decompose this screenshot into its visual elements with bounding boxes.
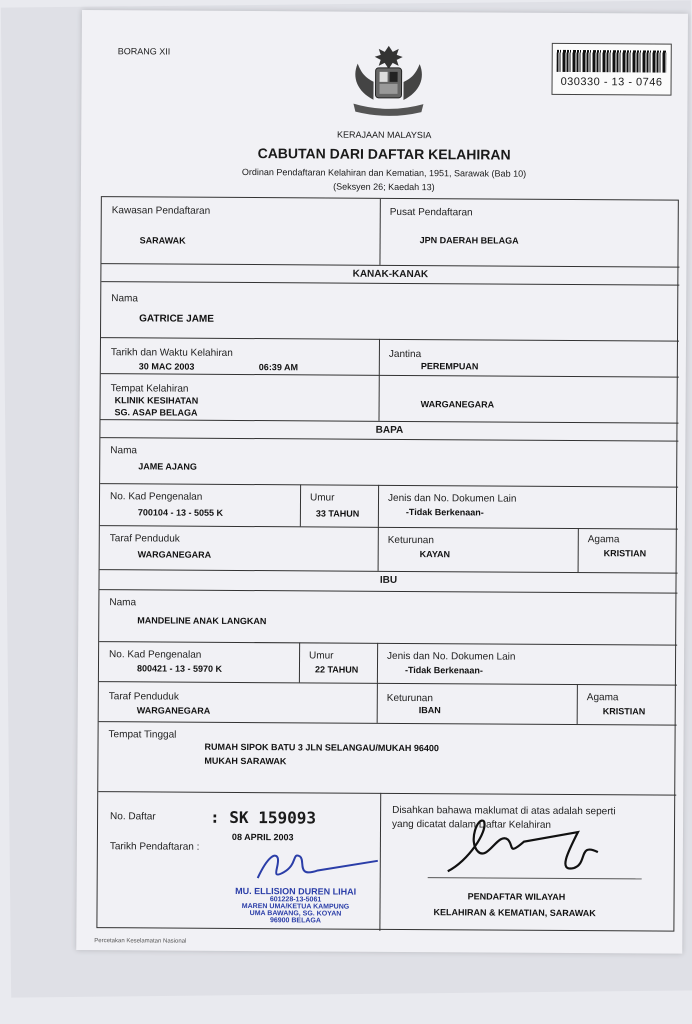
mother-other-doc-label: Jenis dan No. Dokumen Lain — [387, 650, 516, 663]
residence-line-1: RUMAH SIPOK BATU 3 JLN SELANGAU/MUKAH 96400 — [204, 741, 439, 754]
document-title: CABUTAN DARI DAFTAR KELAHIRAN — [257, 145, 511, 163]
stamp-line-4: UMA BAWANG, SG. KOYAN — [249, 910, 342, 918]
section-father: BAPA — [375, 424, 404, 436]
mother-ic-label: No. Kad Pengenalan — [109, 649, 202, 661]
father-ic-label: No. Kad Pengenalan — [109, 491, 203, 503]
birth-certificate-document — [76, 10, 688, 954]
mother-age-label: Umur — [309, 650, 334, 662]
father-ethnicity-value: KAYAN — [419, 549, 451, 560]
father-age-value: 33 TAHUN — [315, 508, 360, 519]
birth-date-value: 30 MAC 2003 — [138, 361, 195, 372]
birth-datetime-label: Tarikh dan Waktu Kelahiran — [110, 347, 233, 359]
mother-name-label: Nama — [109, 597, 137, 609]
issuing-authority: KERAJAAN MALAYSIA — [337, 129, 432, 141]
registrar-signature-icon — [428, 811, 608, 892]
father-name-label: Nama — [110, 445, 138, 457]
stamp-line-3: MAREN UMA/KETUA KAMPUNG — [241, 902, 350, 911]
stamp-line-2: 601228-13-5061 — [269, 896, 322, 904]
birth-time-value: 06:39 AM — [258, 362, 299, 373]
mother-ic-value: 800421 - 13 - 5970 K — [136, 663, 223, 674]
mother-religion-value: KRISTIAN — [602, 706, 646, 717]
birth-place-label: Tempat Kelahiran — [110, 383, 189, 395]
father-ethnicity-label: Keturunan — [387, 534, 434, 547]
stamp-line-5: 96900 BELAGA — [269, 917, 321, 925]
father-religion-label: Agama — [587, 534, 620, 546]
mother-age-value: 22 TAHUN — [314, 664, 359, 675]
mother-religion-label: Agama — [586, 692, 619, 704]
ordinance-line: Ordinan Pendaftaran Kelahiran dan Kematian, 1951, Sarawak (Bab 10) — [241, 166, 527, 179]
section-line: (Seksyen 26; Kaedah 13) — [333, 181, 435, 193]
barcode-icon — [557, 50, 667, 73]
mother-residency-value: WARGANEGARA — [136, 705, 211, 716]
registrar-title-line-1: PENDAFTAR WILAYAH — [467, 891, 566, 902]
mother-ethnicity-value: IBAN — [418, 705, 441, 716]
father-other-doc-value: -Tidak Berkenaan- — [405, 506, 484, 518]
officer-signature-icon — [248, 848, 388, 889]
registration-area-value: SARAWAK — [139, 235, 186, 246]
certification-line-2: yang dicatat dalam Daftar Kelahiran — [391, 818, 552, 831]
registrar-title-line-2: KELAHIRAN & KEMATIAN, SARAWAK — [433, 907, 596, 919]
mother-name-value: MANDELINE ANAK LANGKAN — [137, 615, 267, 627]
malaysia-coat-of-arms-icon — [343, 42, 433, 123]
father-ic-value: 700104 - 13 - 5055 K — [137, 507, 224, 518]
father-residency-label: Taraf Penduduk — [109, 533, 180, 545]
child-name-value: GATRICE JAME — [139, 313, 214, 325]
birth-place-line-1: KLINIK KESIHATAN — [114, 395, 199, 406]
father-residency-value: WARGANEGARA — [137, 549, 212, 560]
residence-label: Tempat Tinggal — [108, 729, 177, 741]
section-mother: IBU — [379, 574, 398, 586]
father-other-doc-label: Jenis dan No. Dokumen Lain — [387, 492, 517, 505]
section-child: KANAK-KANAK — [352, 268, 429, 281]
printer-note: Percetakan Keselamatan Nasional — [94, 938, 187, 945]
child-citizenship-value: WARGANEGARA — [420, 399, 495, 410]
registration-no-value: : SK 159093 — [210, 807, 317, 828]
gender-label: Jantina — [388, 348, 422, 361]
child-name-label: Nama — [111, 293, 138, 305]
mother-ethnicity-label: Keturunan — [386, 692, 433, 705]
father-religion-value: KRISTIAN — [603, 548, 647, 559]
residence-line-2: MUKAH SARAWAK — [204, 755, 287, 767]
mother-other-doc-value: -Tidak Berkenaan- — [404, 664, 483, 676]
registration-centre-label: Pusat Pendaftaran — [389, 206, 473, 219]
registration-area-label: Kawasan Pendaftaran — [111, 205, 211, 217]
registration-date-label: Tarikh Pendaftaran : — [109, 841, 200, 853]
form-code: BORANG XII — [117, 46, 171, 57]
officer-stamp — [215, 886, 375, 925]
registration-date-value: 08 APRIL 2003 — [231, 831, 294, 843]
mother-residency-label: Taraf Penduduk — [108, 691, 179, 703]
form-table — [96, 196, 678, 932]
registration-centre-value: JPN DAERAH BELAGA — [419, 235, 519, 246]
father-name-value: JAME AJANG — [138, 461, 197, 472]
serial-number: 030330 - 13 - 0746 — [560, 75, 663, 89]
barcode-box — [551, 43, 671, 96]
gender-value: PEREMPUAN — [420, 361, 479, 372]
stamp-line-1: MU. ELLISION DUREN LIHAI — [235, 885, 357, 897]
birth-place-line-2: SG. ASAP BELAGA — [114, 407, 198, 418]
certification-line-1: Disahkan bahawa maklumat di atas adalah seperti — [392, 804, 616, 818]
registration-no-label: No. Daftar — [110, 811, 156, 823]
father-age-label: Umur — [309, 492, 335, 504]
